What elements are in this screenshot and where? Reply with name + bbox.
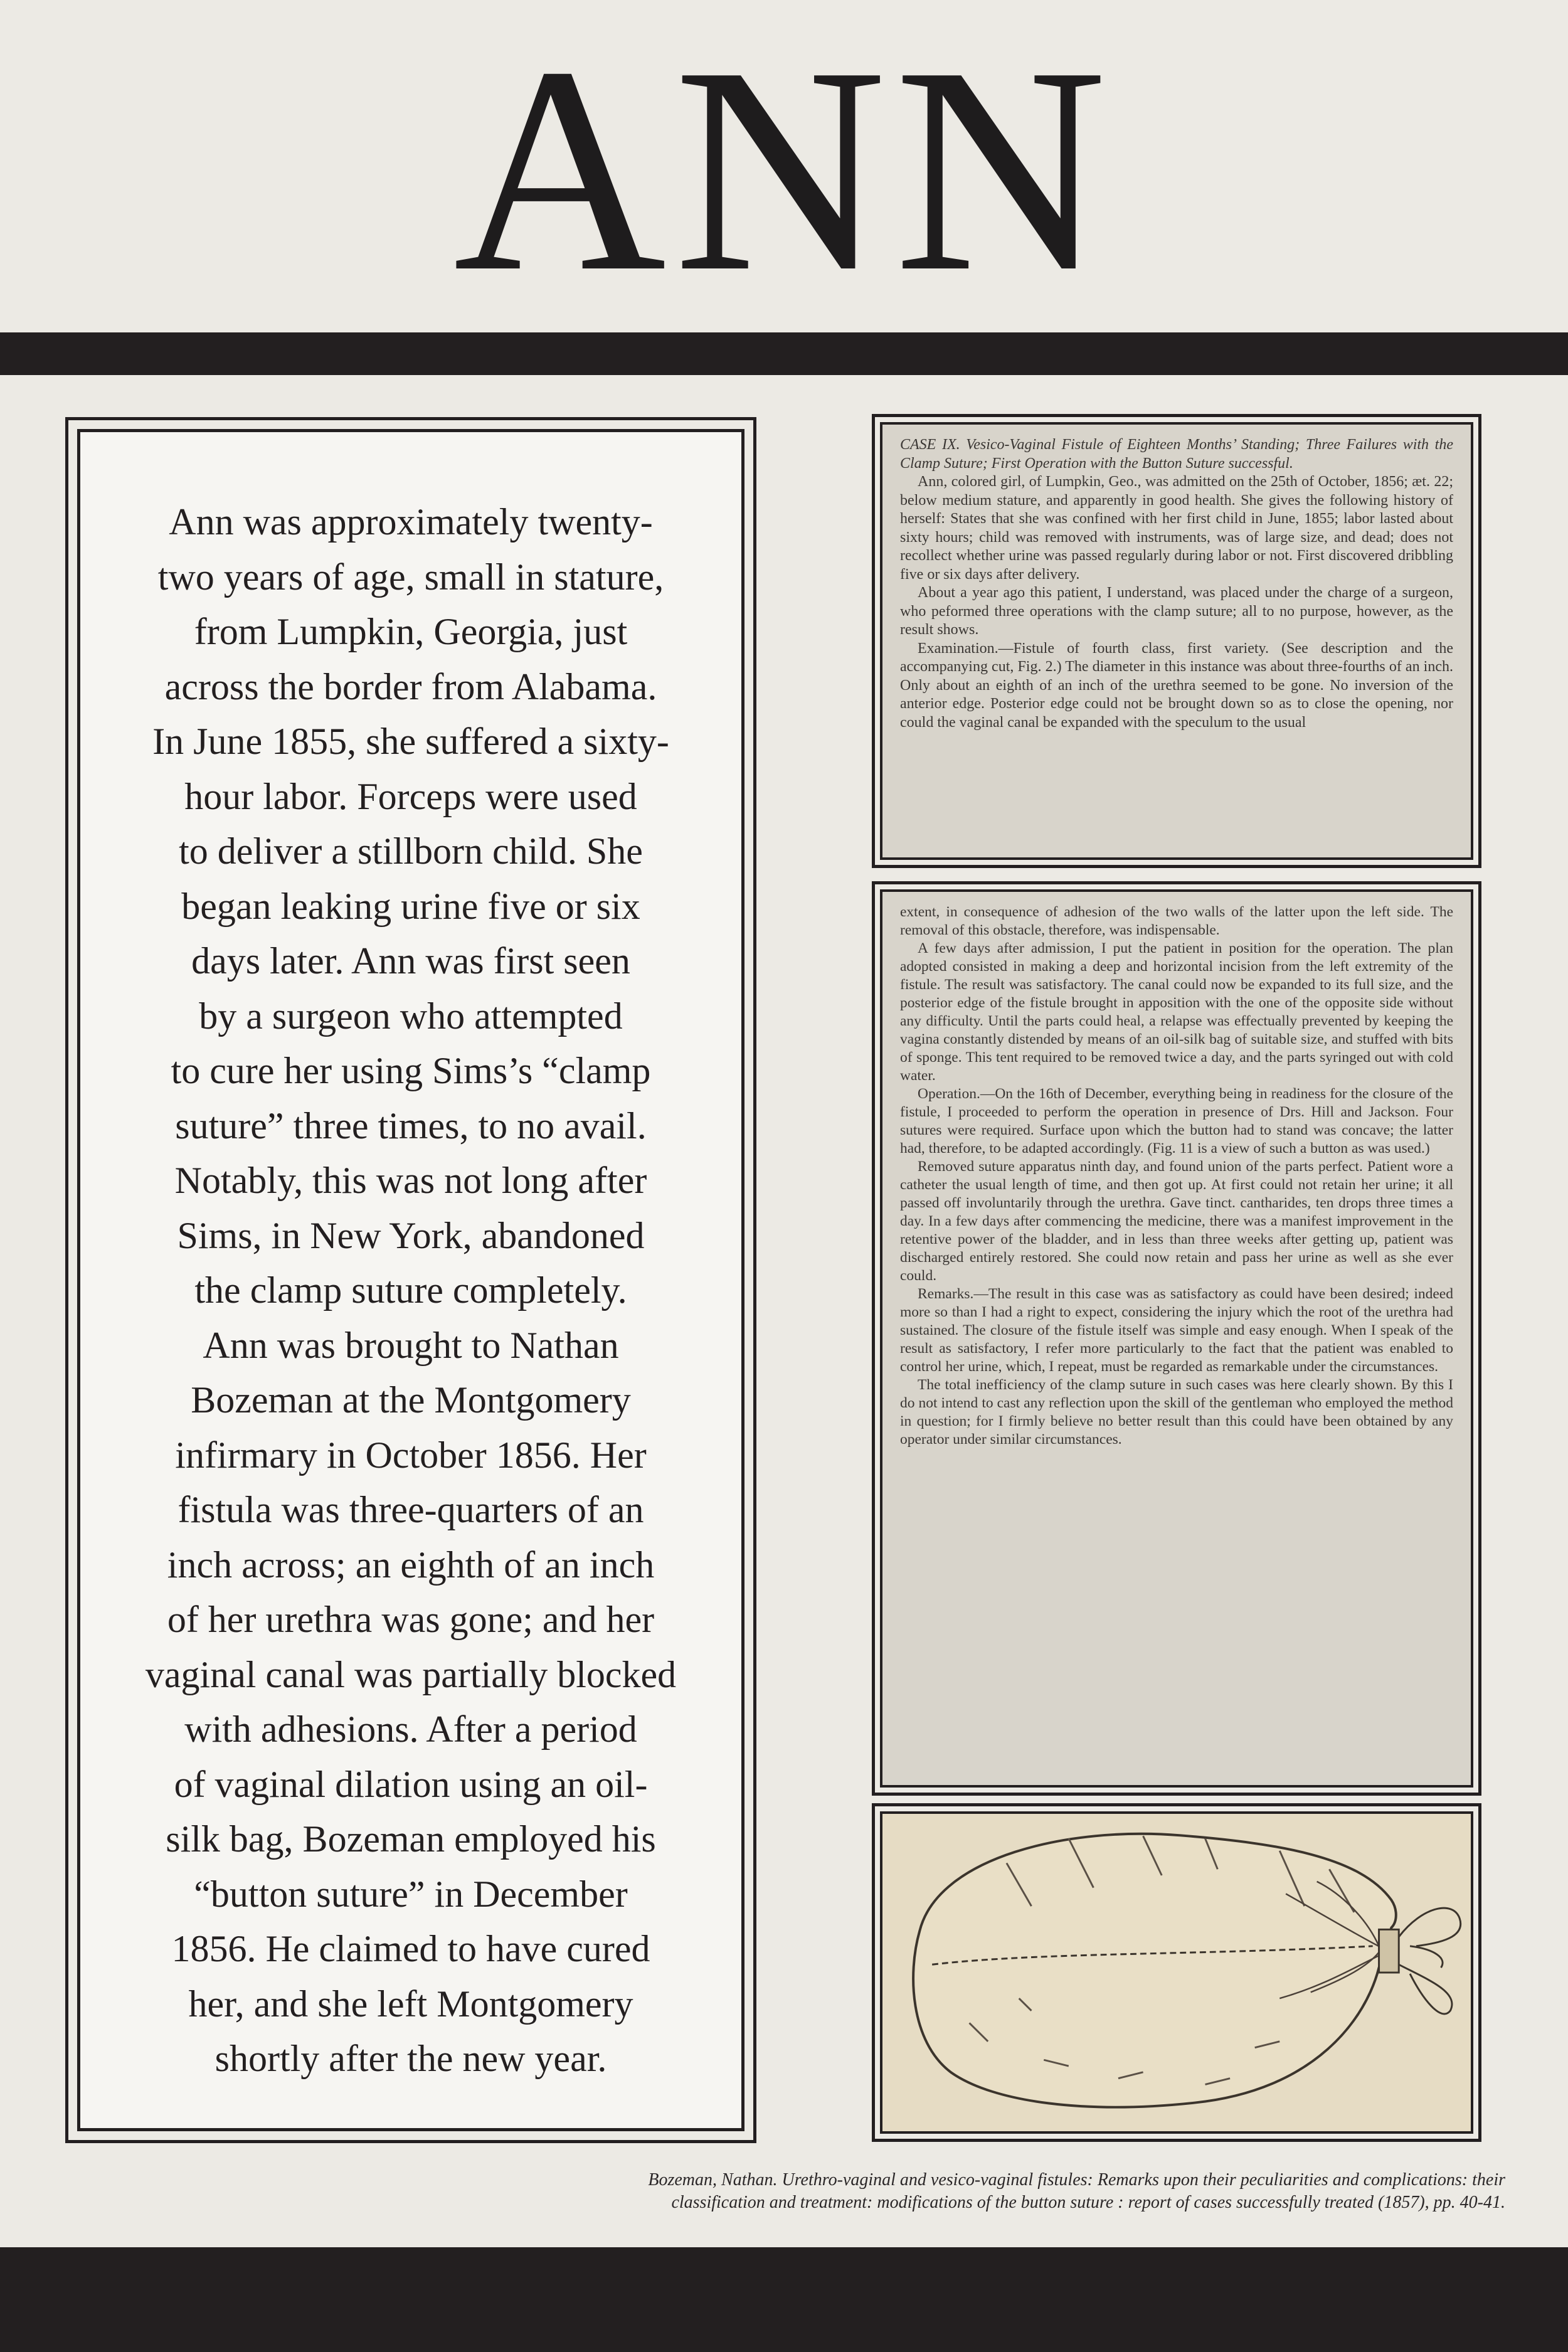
top-divider-bar [0, 332, 1568, 375]
scan-paragraph: extent, in consequence of adhesion of the two walls of the latter upon the left side. The removal of this obstacle, therefore, was indispensable. [900, 904, 1453, 938]
scan-paragraph: Ann, colored girl, of Lumpkin, Geo., was admitted on the 25th of October, 1856; æt. 22; below medium stature, and apparently in good health. She gives the following history of herself: States that she was confined with her first child in June, 1855; labor lasted about sixty hours; child was removed with instruments, was of large size, and dead; does not recollect whether urine was passed regularly during labor or not. First discovered dribbling five or six days after delivery. [900, 474, 1453, 583]
narrative-line: In June 1855, she suffered a sixty- [152, 721, 669, 762]
narrative-line: “button suture” in December [194, 1873, 628, 1915]
scan-paragraph: A few days after admission, I put the patient in position for the operation. The plan adopted consisted in making a deep and horizontal incision from the left extremity of the fistule. The result was satisfactory. The canal could now be expanded to its full size, and the posterior edge of the fistule brought in apposition with the one of the opposite side without any difficulty. Until the parts could heal, a relapse was effectually prevented by keeping the vagina constantly distended by means of an oil-silk bag of suitable size, and stuffed with bits of sponge. This tent required to be removed twice a day, and the parts syringed out with cold water. [900, 940, 1453, 1084]
narrative-line: Sims, in New York, abandoned [177, 1214, 645, 1256]
scan-page-1-text [900, 436, 1453, 732]
narrative-line: by a surgeon who attempted [199, 995, 623, 1037]
narrative-line: to cure her using Sims’s “clamp [171, 1050, 651, 1091]
narrative-line: two years of age, small in stature, [157, 556, 664, 598]
citation-caption [251, 2169, 1505, 2214]
narrative-line: inch across; an eighth of an inch [167, 1544, 655, 1586]
narrative-line: Notably, this was not long after [174, 1160, 647, 1201]
narrative-line: fistula was three-quarters of an [177, 1489, 644, 1530]
citation-line-2: classification and treatment: modifications of the button suture : report of cases successfully treated (1857), pp. 40-41. [671, 2193, 1505, 2212]
narrative-line: suture” three times, to no avail. [175, 1104, 647, 1147]
narrative-line: hour labor. Forceps were used [184, 775, 637, 817]
scan-paragraph: Remarks.—The result in this case was as satisfactory as could have been desired; indeed more so than I had a right to expect, considering the injury which the root of the urethra had sustained. The closure of the fistule itself was simple and easy enough. When I speak of the result as satisfactory, I refer more particularly to the fact that the patient was enabled to control her urine, which, I repeat, must be regarded as remarkable under the circumstances. [900, 1286, 1453, 1375]
scan-paragraph: About a year ago this patient, I understand, was placed under the charge of a surgeon, who peformed three operations with the clamp suture; all to no purpose, however, as the result shows. [900, 585, 1453, 638]
narrative-line: with adhesions. After a period [184, 1708, 637, 1750]
narrative-line: days later. Ann was first seen [191, 940, 630, 982]
citation-line-1: Bozeman, Nathan. Urethro-vaginal and vesico-vaginal fistules: Remarks upon their peculiarities and complications: their [648, 2170, 1505, 2190]
oil-silk-bag-illustration [880, 1811, 1473, 2134]
narrative-line: Ann was approximately twenty- [169, 501, 653, 543]
narrative-line: shortly after the new year. [215, 2038, 607, 2079]
scan-page-2-inner [880, 889, 1473, 1788]
narrative-line: silk bag, Bozeman employed his [166, 1818, 656, 1860]
narrative-line: Bozeman at the Montgomery [191, 1379, 631, 1421]
bottom-bar [0, 2247, 1568, 2352]
scan-paragraph: Examination.—Fistule of fourth class, first variety. (See description and the accompanying cut, Fig. 2.) The diameter in this instance was about three-fourths of an inch. Only about an eighth of an inch of the urethra seemed to be gone. No inversion of the anterior edge. Posterior edge could not be brought down so as to close the opening, nor could the vaginal canal be expanded with the speculum to the usual [900, 640, 1453, 731]
narrative-line: of vaginal dilation using an oil- [174, 1763, 648, 1805]
narrative-line: Ann was brought to Nathan [203, 1324, 619, 1366]
narrative-line: 1856. He claimed to have cured [171, 1928, 650, 1969]
scan-paragraph: The total inefficiency of the clamp suture in such cases was here clearly shown. By this I do not intend to cast any reflection upon the skill of the gentleman who employed the method in question; for I firmly believe no better result than this could have been obtained by any operator under similar circumstances. [900, 1377, 1453, 1448]
scan-page-2 [872, 881, 1481, 1796]
oil-silk-bag-drawing [882, 1814, 1471, 2131]
scan-paragraph: Operation.—On the 16th of December, everything being in readiness for the closure of the fistule, I proceeded to perform the operation in presence of Drs. Hill and Jackson. Four sutures were required. Surface upon which the button had to stand was concave; the latter had, therefore, to be adapted accordingly. (Fig. 11 is a view of such a button as was used.) [900, 1086, 1453, 1157]
narrative-line: infirmary in October 1856. Her [175, 1434, 647, 1476]
narrative-text [118, 495, 704, 2087]
narrative-line: began leaking urine five or six [181, 885, 640, 927]
narrative-line: the clamp suture completely. [194, 1269, 627, 1311]
narrative-line: her, and she left Montgomery [188, 1983, 633, 2025]
page-title: ANN [453, 6, 1115, 332]
scan-page-2-text [900, 903, 1453, 1449]
narrative-panel-inner [77, 429, 744, 2131]
scan-page-1 [872, 414, 1481, 868]
narrative-line: to deliver a stillborn child. She [179, 830, 643, 872]
narrative-line: from Lumpkin, Georgia, just [194, 611, 628, 652]
narrative-line: of her urethra was gone; and her [167, 1599, 655, 1640]
scan-paragraph: Removed suture apparatus ninth day, and found union of the parts perfect. Patient wore a catheter the usual length of time, and then got up. At first could not retain her urine; it all passed off involuntarily through the urethra. Gave tinct. cantharides, ten drops three times a day. In a few days after commencing the medicine, there was a manifest improvement in the retentive power of the bladder, and in less than three weeks after getting up, patient was discharged entirely restored. She could now retain and pass her urine as well as she ever could. [900, 1158, 1453, 1284]
narrative-line: vaginal canal was partially blocked [145, 1653, 677, 1695]
illustration-frame [872, 1803, 1481, 2142]
narrative-panel [65, 417, 756, 2143]
scan-page-1-inner [880, 422, 1473, 860]
narrative-line: across the border from Alabama. [164, 665, 657, 707]
case-heading: CASE IX. Vesico-Vaginal Fistule of Eighteen Months’ Standing; Three Failures with the Clamp Suture; First Operation with the Button Suture successful. [900, 437, 1453, 472]
